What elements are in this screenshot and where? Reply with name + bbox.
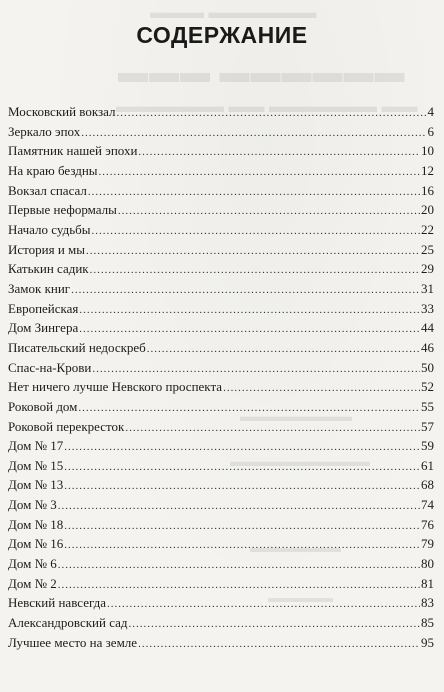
toc-entry	[8, 397, 434, 417]
toc-leader-dots	[138, 635, 420, 655]
bleed-through-mark: ▬▬▬▬▬▬▬	[250, 540, 341, 555]
toc-entry-page-number: 22	[421, 221, 434, 237]
toc-leader-dots	[58, 497, 420, 517]
toc-leader-dots	[64, 477, 420, 497]
toc-leader-dots	[78, 399, 420, 419]
bleed-through-mark: ▬▬▬▬▬▬▬▬	[240, 410, 352, 425]
toc-entry-title: На краю бездны	[8, 162, 98, 178]
toc-entry	[8, 141, 434, 161]
toc-leader-dots	[58, 556, 420, 576]
toc-entry-title: Европейская	[8, 300, 79, 316]
toc-entry-title: Роковой перекресток	[8, 418, 125, 434]
toc-leader-dots	[58, 576, 420, 596]
toc-leader-dots	[79, 301, 420, 321]
toc-entry	[8, 475, 434, 495]
toc-entry-title: Александровский сад	[8, 615, 128, 631]
toc-entry-title: Дом Зингера	[8, 320, 79, 336]
toc-entry-page-number: 25	[421, 241, 434, 257]
toc-entry	[8, 377, 434, 397]
toc-entry-title: Начало судьбы	[8, 221, 91, 237]
toc-entry-page-number: 68	[421, 477, 434, 493]
table-of-contents	[8, 102, 434, 652]
toc-entry-page-number: 61	[421, 457, 434, 473]
toc-entry	[8, 574, 434, 594]
toc-leader-dots	[64, 438, 420, 458]
toc-entry	[8, 417, 434, 437]
toc-entry-page-number: 33	[421, 300, 434, 316]
toc-entry	[8, 299, 434, 319]
toc-leader-dots	[86, 242, 420, 262]
toc-entry-page-number: 16	[421, 182, 434, 198]
toc-entry-page-number: 20	[421, 202, 434, 218]
bleed-through-mark: ▬▬▬ ▬▬▬▬▬▬	[150, 2, 317, 22]
toc-leader-dots	[107, 595, 420, 615]
toc-leader-dots	[118, 202, 420, 222]
toc-entry-title: Спас-на-Крови	[8, 359, 92, 375]
toc-entry-page-number: 44	[421, 320, 434, 336]
toc-entry-title: Писательский недоскреб	[8, 339, 146, 355]
toc-entry-page-number: 4	[427, 104, 434, 119]
toc-entry-page-number: 57	[421, 418, 434, 434]
toc-entry	[8, 613, 434, 633]
toc-entry	[8, 554, 434, 574]
toc-entry-title: Московский вокзал	[8, 104, 116, 119]
toc-leader-dots	[71, 281, 420, 301]
toc-entry	[8, 358, 434, 378]
toc-leader-dots	[99, 163, 420, 183]
toc-entry-title: Катькин садик	[8, 261, 89, 277]
toc-leader-dots	[125, 419, 420, 439]
toc-entry-page-number: 55	[421, 398, 434, 414]
toc-entry	[8, 456, 434, 476]
toc-entry-page-number: 59	[421, 438, 434, 454]
toc-entry	[8, 338, 434, 358]
toc-entry-page-number: 29	[421, 261, 434, 277]
toc-entry-title: История и мы	[8, 241, 86, 257]
toc-leader-dots	[91, 222, 420, 242]
toc-entry	[8, 593, 434, 613]
toc-entry-page-number: 79	[421, 536, 434, 552]
toc-entry	[8, 102, 434, 122]
toc-entry-title: Вокзал спасал	[8, 182, 87, 198]
toc-entry-title: Дом № 16	[8, 536, 64, 552]
toc-entry	[8, 161, 434, 181]
toc-entry-title: Замок книг	[8, 280, 71, 296]
toc-entry	[8, 200, 434, 220]
toc-entry-title: Дом № 2	[8, 575, 57, 591]
toc-entry	[8, 534, 434, 554]
toc-entry-page-number: 76	[421, 516, 434, 532]
toc-leader-dots	[64, 517, 420, 537]
toc-entry-page-number: 46	[421, 339, 434, 355]
toc-entry-title: Дом № 13	[8, 477, 64, 493]
toc-entry-page-number: 74	[421, 497, 434, 513]
toc-entry	[8, 220, 434, 240]
toc-entry	[8, 633, 434, 653]
toc-leader-dots	[64, 458, 420, 478]
toc-leader-dots	[64, 536, 420, 556]
bleed-through-mark: ▬▬▬▬▬	[268, 590, 333, 605]
page-title: СОДЕРЖАНИЕ	[136, 22, 308, 48]
toc-entry-page-number: 95	[421, 634, 434, 650]
bleed-through-mark: ▬▬▬▬▬▬▬▬▬▬	[230, 455, 370, 470]
bleed-through-mark: ▬▬▬▬▬▬ ▬▬ ▬▬▬▬▬▬ ▬▬	[116, 96, 418, 116]
toc-entry-page-number: 81	[421, 575, 434, 591]
toc-entry	[8, 436, 434, 456]
toc-entry-page-number: 6	[427, 123, 434, 139]
toc-entry-title: Дом № 6	[8, 556, 57, 572]
toc-leader-dots	[129, 615, 420, 635]
toc-entry-page-number: 50	[421, 359, 434, 375]
toc-entry-title: Зеркало эпох	[8, 123, 81, 139]
toc-leader-dots	[90, 261, 420, 281]
toc-entry-title: Лучшее место на земле	[8, 634, 138, 650]
toc-entry-page-number: 31	[421, 280, 434, 296]
toc-leader-dots	[147, 340, 420, 360]
toc-entry-page-number: 83	[421, 595, 434, 611]
toc-leader-dots	[88, 183, 420, 203]
toc-entry	[8, 240, 434, 260]
toc-entry-page-number: 10	[421, 143, 434, 159]
toc-entry-page-number: 52	[421, 379, 434, 395]
toc-entry	[8, 318, 434, 338]
toc-entry	[8, 495, 434, 515]
toc-entry-title: Первые неформалы	[8, 202, 117, 218]
toc-entry	[8, 515, 434, 535]
toc-entry	[8, 279, 434, 299]
bleed-through-mark: ▬▬▬ ▬▬▬▬▬▬	[118, 56, 406, 89]
toc-entry-title: Дом № 3	[8, 497, 57, 513]
toc-leader-dots	[117, 104, 427, 124]
toc-leader-dots	[138, 143, 420, 163]
toc-entry-title: Памятник нашей эпохи	[8, 143, 138, 159]
toc-entry-title: Невский навсегда	[8, 595, 107, 611]
toc-entry-page-number: 85	[421, 615, 434, 631]
toc-entry-title: Дом № 18	[8, 516, 64, 532]
toc-entry-title: Дом № 15	[8, 457, 64, 473]
toc-entry-page-number: 80	[421, 556, 434, 572]
toc-entry-title: Дом № 17	[8, 438, 64, 454]
toc-entry	[8, 259, 434, 279]
toc-leader-dots	[223, 379, 420, 399]
toc-entry-title: Роковой дом	[8, 398, 78, 414]
toc-entry-title: Нет ничего лучше Невского проспекта	[8, 379, 223, 395]
toc-entry	[8, 181, 434, 201]
toc-entry	[8, 122, 434, 142]
toc-entry-page-number: 12	[421, 162, 434, 178]
